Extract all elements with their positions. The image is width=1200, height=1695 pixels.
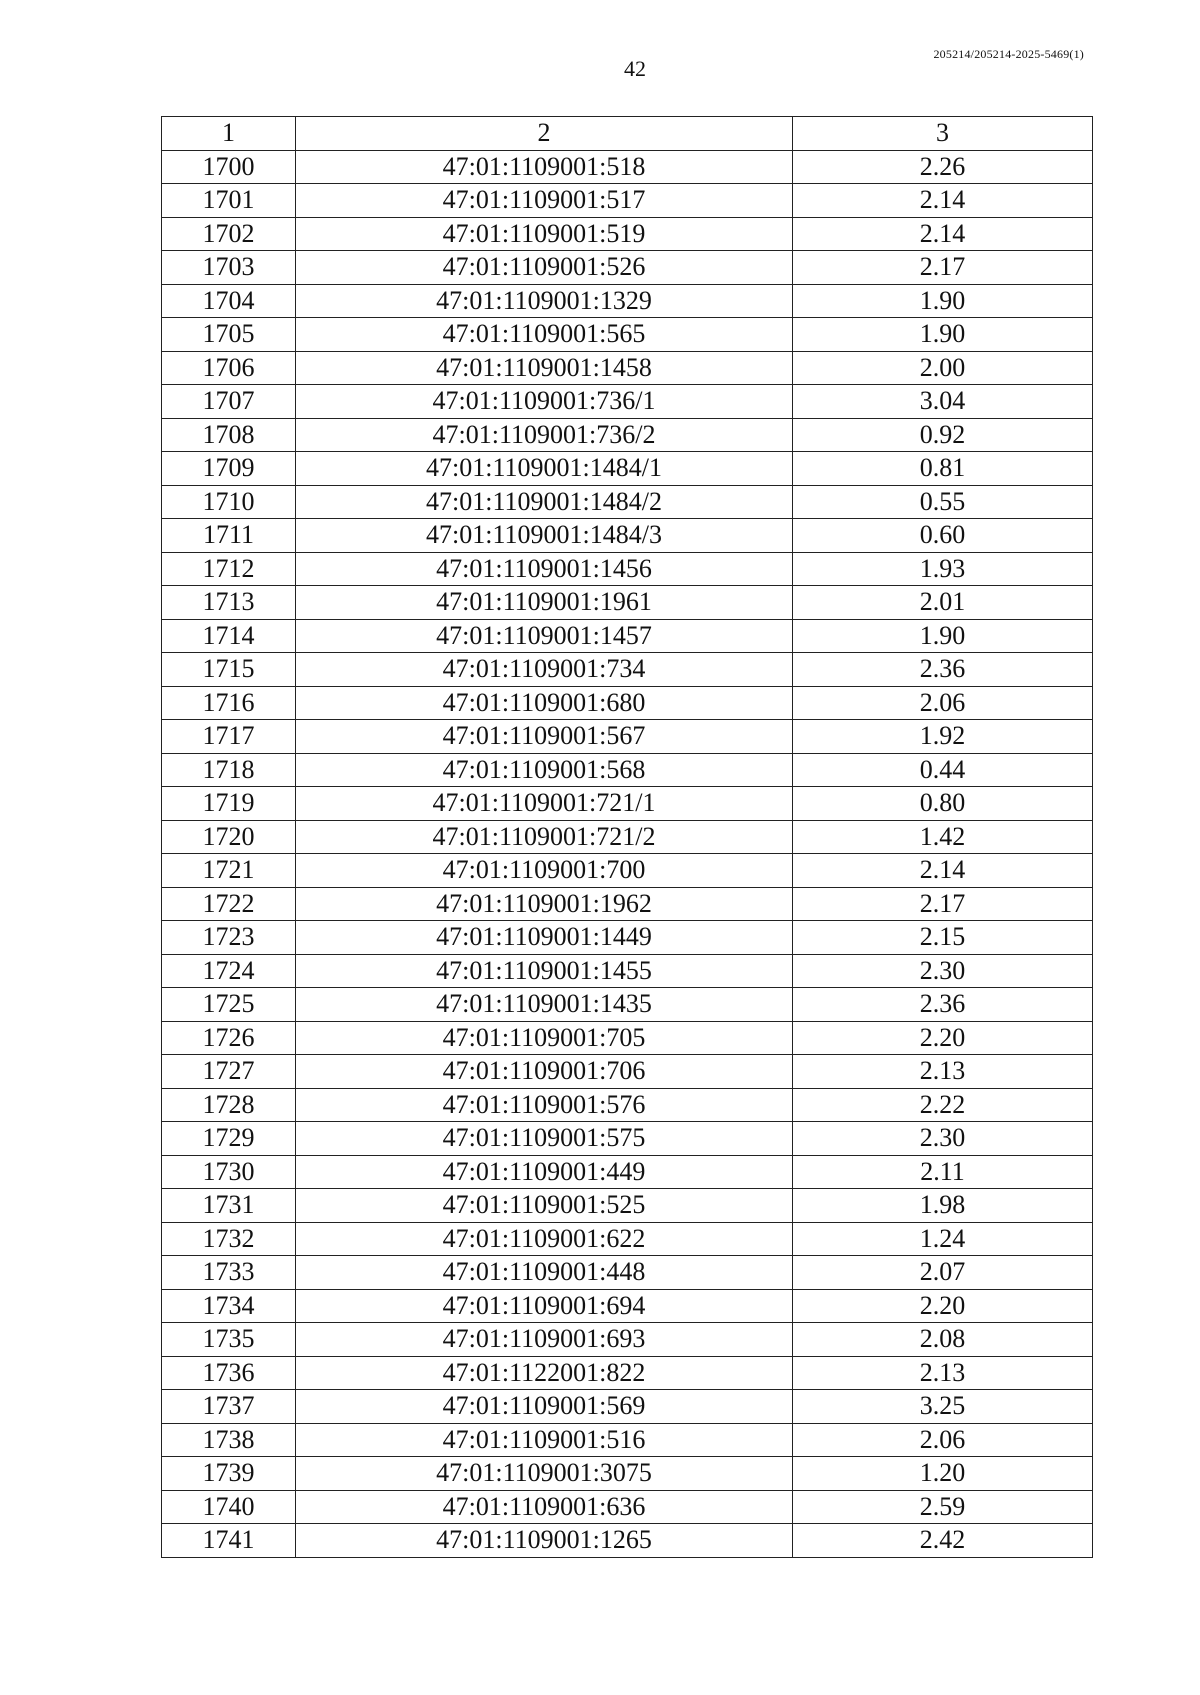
column-header: 2 (296, 117, 793, 151)
value-cell: 2.13 (793, 1356, 1093, 1390)
cadastral-number-cell: 47:01:1109001:734 (296, 653, 793, 687)
table-row (162, 887, 1093, 921)
value-cell: 1.98 (793, 1189, 1093, 1223)
value-cell: 2.00 (793, 351, 1093, 385)
value-cell: 2.11 (793, 1155, 1093, 1189)
cadastral-number-cell: 47:01:1109001:1962 (296, 887, 793, 921)
table-row (162, 1356, 1093, 1390)
row-number-cell: 1739 (162, 1457, 296, 1491)
value-cell: 3.04 (793, 385, 1093, 419)
value-cell: 2.17 (793, 887, 1093, 921)
row-number-cell: 1715 (162, 653, 296, 687)
table-row (162, 954, 1093, 988)
cadastral-number-cell: 47:01:1109001:576 (296, 1088, 793, 1122)
row-number-cell: 1714 (162, 619, 296, 653)
value-cell: 0.80 (793, 787, 1093, 821)
row-number-cell: 1734 (162, 1289, 296, 1323)
value-cell: 0.81 (793, 452, 1093, 486)
value-cell: 2.36 (793, 653, 1093, 687)
row-number-cell: 1732 (162, 1222, 296, 1256)
column-header: 3 (793, 117, 1093, 151)
row-number-cell: 1710 (162, 485, 296, 519)
cadastral-number-cell: 47:01:1109001:3075 (296, 1457, 793, 1491)
table-row (162, 820, 1093, 854)
row-number-cell: 1725 (162, 988, 296, 1022)
row-number-cell: 1712 (162, 552, 296, 586)
value-cell: 2.15 (793, 921, 1093, 955)
table-row (162, 1323, 1093, 1357)
value-cell: 2.13 (793, 1055, 1093, 1089)
table-header-row (162, 117, 1093, 151)
row-number-cell: 1726 (162, 1021, 296, 1055)
table-row (162, 452, 1093, 486)
value-cell: 1.90 (793, 284, 1093, 318)
table-row (162, 318, 1093, 352)
cadastral-number-cell: 47:01:1109001:519 (296, 217, 793, 251)
value-cell: 1.90 (793, 619, 1093, 653)
value-cell: 2.07 (793, 1256, 1093, 1290)
table-row (162, 217, 1093, 251)
row-number-cell: 1740 (162, 1490, 296, 1524)
cadastral-number-cell: 47:01:1109001:636 (296, 1490, 793, 1524)
row-number-cell: 1700 (162, 150, 296, 184)
row-number-cell: 1720 (162, 820, 296, 854)
table-row (162, 787, 1093, 821)
row-number-cell: 1706 (162, 351, 296, 385)
cadastral-number-cell: 47:01:1109001:518 (296, 150, 793, 184)
row-number-cell: 1707 (162, 385, 296, 419)
table-row (162, 988, 1093, 1022)
table-row (162, 150, 1093, 184)
row-number-cell: 1737 (162, 1390, 296, 1424)
cadastral-number-cell: 47:01:1109001:736/2 (296, 418, 793, 452)
row-number-cell: 1708 (162, 418, 296, 452)
value-cell: 2.42 (793, 1524, 1093, 1558)
table-row (162, 1222, 1093, 1256)
value-cell: 0.55 (793, 485, 1093, 519)
row-number-cell: 1735 (162, 1323, 296, 1357)
row-number-cell: 1738 (162, 1423, 296, 1457)
value-cell: 0.44 (793, 753, 1093, 787)
row-number-cell: 1703 (162, 251, 296, 285)
table-row (162, 686, 1093, 720)
value-cell: 1.20 (793, 1457, 1093, 1491)
value-cell: 1.90 (793, 318, 1093, 352)
cadastral-number-cell: 47:01:1109001:622 (296, 1222, 793, 1256)
value-cell: 2.22 (793, 1088, 1093, 1122)
table-row (162, 586, 1093, 620)
value-cell: 2.26 (793, 150, 1093, 184)
cadastral-number-cell: 47:01:1109001:516 (296, 1423, 793, 1457)
value-cell: 2.14 (793, 854, 1093, 888)
table-row (162, 854, 1093, 888)
cadastral-number-cell: 47:01:1109001:1484/2 (296, 485, 793, 519)
cadastral-number-cell: 47:01:1109001:575 (296, 1122, 793, 1156)
value-cell: 2.06 (793, 1423, 1093, 1457)
row-number-cell: 1713 (162, 586, 296, 620)
value-cell: 1.24 (793, 1222, 1093, 1256)
table-row (162, 485, 1093, 519)
value-cell: 2.08 (793, 1323, 1093, 1357)
table-row (162, 1457, 1093, 1491)
table-row (162, 1055, 1093, 1089)
value-cell: 1.42 (793, 820, 1093, 854)
cadastral-number-cell: 47:01:1109001:569 (296, 1390, 793, 1424)
cadastral-number-cell: 47:01:1122001:822 (296, 1356, 793, 1390)
row-number-cell: 1718 (162, 753, 296, 787)
cadastral-number-cell: 47:01:1109001:700 (296, 854, 793, 888)
table-row (162, 1189, 1093, 1223)
cadastral-number-cell: 47:01:1109001:680 (296, 686, 793, 720)
value-cell: 2.30 (793, 954, 1093, 988)
table-row (162, 1021, 1093, 1055)
value-cell: 2.14 (793, 184, 1093, 218)
row-number-cell: 1717 (162, 720, 296, 754)
table-row (162, 1390, 1093, 1424)
cadastral-number-cell: 47:01:1109001:517 (296, 184, 793, 218)
table-row (162, 251, 1093, 285)
table-row (162, 385, 1093, 419)
cadastral-number-cell: 47:01:1109001:706 (296, 1055, 793, 1089)
table-row (162, 720, 1093, 754)
table-row (162, 1122, 1093, 1156)
cadastral-number-cell: 47:01:1109001:1265 (296, 1524, 793, 1558)
column-header: 1 (162, 117, 296, 151)
cadastral-number-cell: 47:01:1109001:1456 (296, 552, 793, 586)
row-number-cell: 1728 (162, 1088, 296, 1122)
value-cell: 2.20 (793, 1021, 1093, 1055)
table-row (162, 653, 1093, 687)
row-number-cell: 1704 (162, 284, 296, 318)
table-row (162, 619, 1093, 653)
value-cell: 2.20 (793, 1289, 1093, 1323)
value-cell: 1.93 (793, 552, 1093, 586)
cadastral-number-cell: 47:01:1109001:526 (296, 251, 793, 285)
cadastral-number-cell: 47:01:1109001:1484/3 (296, 519, 793, 553)
value-cell: 2.14 (793, 217, 1093, 251)
cadastral-number-cell: 47:01:1109001:525 (296, 1189, 793, 1223)
row-number-cell: 1736 (162, 1356, 296, 1390)
cadastral-number-cell: 47:01:1109001:705 (296, 1021, 793, 1055)
row-number-cell: 1702 (162, 217, 296, 251)
cadastral-number-cell: 47:01:1109001:567 (296, 720, 793, 754)
row-number-cell: 1709 (162, 452, 296, 486)
table-row (162, 1088, 1093, 1122)
value-cell: 1.92 (793, 720, 1093, 754)
cadastral-number-cell: 47:01:1109001:1458 (296, 351, 793, 385)
value-cell: 2.17 (793, 251, 1093, 285)
value-cell: 2.30 (793, 1122, 1093, 1156)
row-number-cell: 1733 (162, 1256, 296, 1290)
cadastral-number-cell: 47:01:1109001:1961 (296, 586, 793, 620)
cadastral-number-cell: 47:01:1109001:1329 (296, 284, 793, 318)
cadastral-number-cell: 47:01:1109001:1449 (296, 921, 793, 955)
row-number-cell: 1716 (162, 686, 296, 720)
cadastral-number-cell: 47:01:1109001:1457 (296, 619, 793, 653)
table-row (162, 753, 1093, 787)
table-row (162, 351, 1093, 385)
table-row (162, 1423, 1093, 1457)
row-number-cell: 1730 (162, 1155, 296, 1189)
value-cell: 2.01 (793, 586, 1093, 620)
cadastral-number-cell: 47:01:1109001:448 (296, 1256, 793, 1290)
table-row (162, 519, 1093, 553)
table-row (162, 1289, 1093, 1323)
table-row (162, 1524, 1093, 1558)
cadastral-number-cell: 47:01:1109001:694 (296, 1289, 793, 1323)
value-cell: 2.59 (793, 1490, 1093, 1524)
page-number: 42 (624, 56, 646, 81)
table-row (162, 921, 1093, 955)
row-number-cell: 1724 (162, 954, 296, 988)
cadastral-number-cell: 47:01:1109001:721/2 (296, 820, 793, 854)
cadastral-number-cell: 47:01:1109001:1455 (296, 954, 793, 988)
document-reference: 205214/205214-2025-5469(1) (933, 47, 1084, 61)
table-row (162, 552, 1093, 586)
value-cell: 3.25 (793, 1390, 1093, 1424)
table-row (162, 184, 1093, 218)
table-row (162, 284, 1093, 318)
row-number-cell: 1729 (162, 1122, 296, 1156)
data-table (161, 116, 1093, 1558)
cadastral-number-cell: 47:01:1109001:721/1 (296, 787, 793, 821)
value-cell: 0.92 (793, 418, 1093, 452)
cadastral-number-cell: 47:01:1109001:568 (296, 753, 793, 787)
cadastral-number-cell: 47:01:1109001:1484/1 (296, 452, 793, 486)
row-number-cell: 1711 (162, 519, 296, 553)
value-cell: 2.36 (793, 988, 1093, 1022)
row-number-cell: 1701 (162, 184, 296, 218)
cadastral-number-cell: 47:01:1109001:565 (296, 318, 793, 352)
row-number-cell: 1727 (162, 1055, 296, 1089)
row-number-cell: 1719 (162, 787, 296, 821)
table-row (162, 1490, 1093, 1524)
cadastral-number-cell: 47:01:1109001:736/1 (296, 385, 793, 419)
cadastral-number-cell: 47:01:1109001:449 (296, 1155, 793, 1189)
row-number-cell: 1741 (162, 1524, 296, 1558)
row-number-cell: 1722 (162, 887, 296, 921)
table-row (162, 418, 1093, 452)
row-number-cell: 1705 (162, 318, 296, 352)
value-cell: 2.06 (793, 686, 1093, 720)
cadastral-number-cell: 47:01:1109001:1435 (296, 988, 793, 1022)
table-body (162, 150, 1093, 1557)
value-cell: 0.60 (793, 519, 1093, 553)
table-row (162, 1256, 1093, 1290)
table-row (162, 1155, 1093, 1189)
row-number-cell: 1723 (162, 921, 296, 955)
cadastral-number-cell: 47:01:1109001:693 (296, 1323, 793, 1357)
row-number-cell: 1731 (162, 1189, 296, 1223)
row-number-cell: 1721 (162, 854, 296, 888)
